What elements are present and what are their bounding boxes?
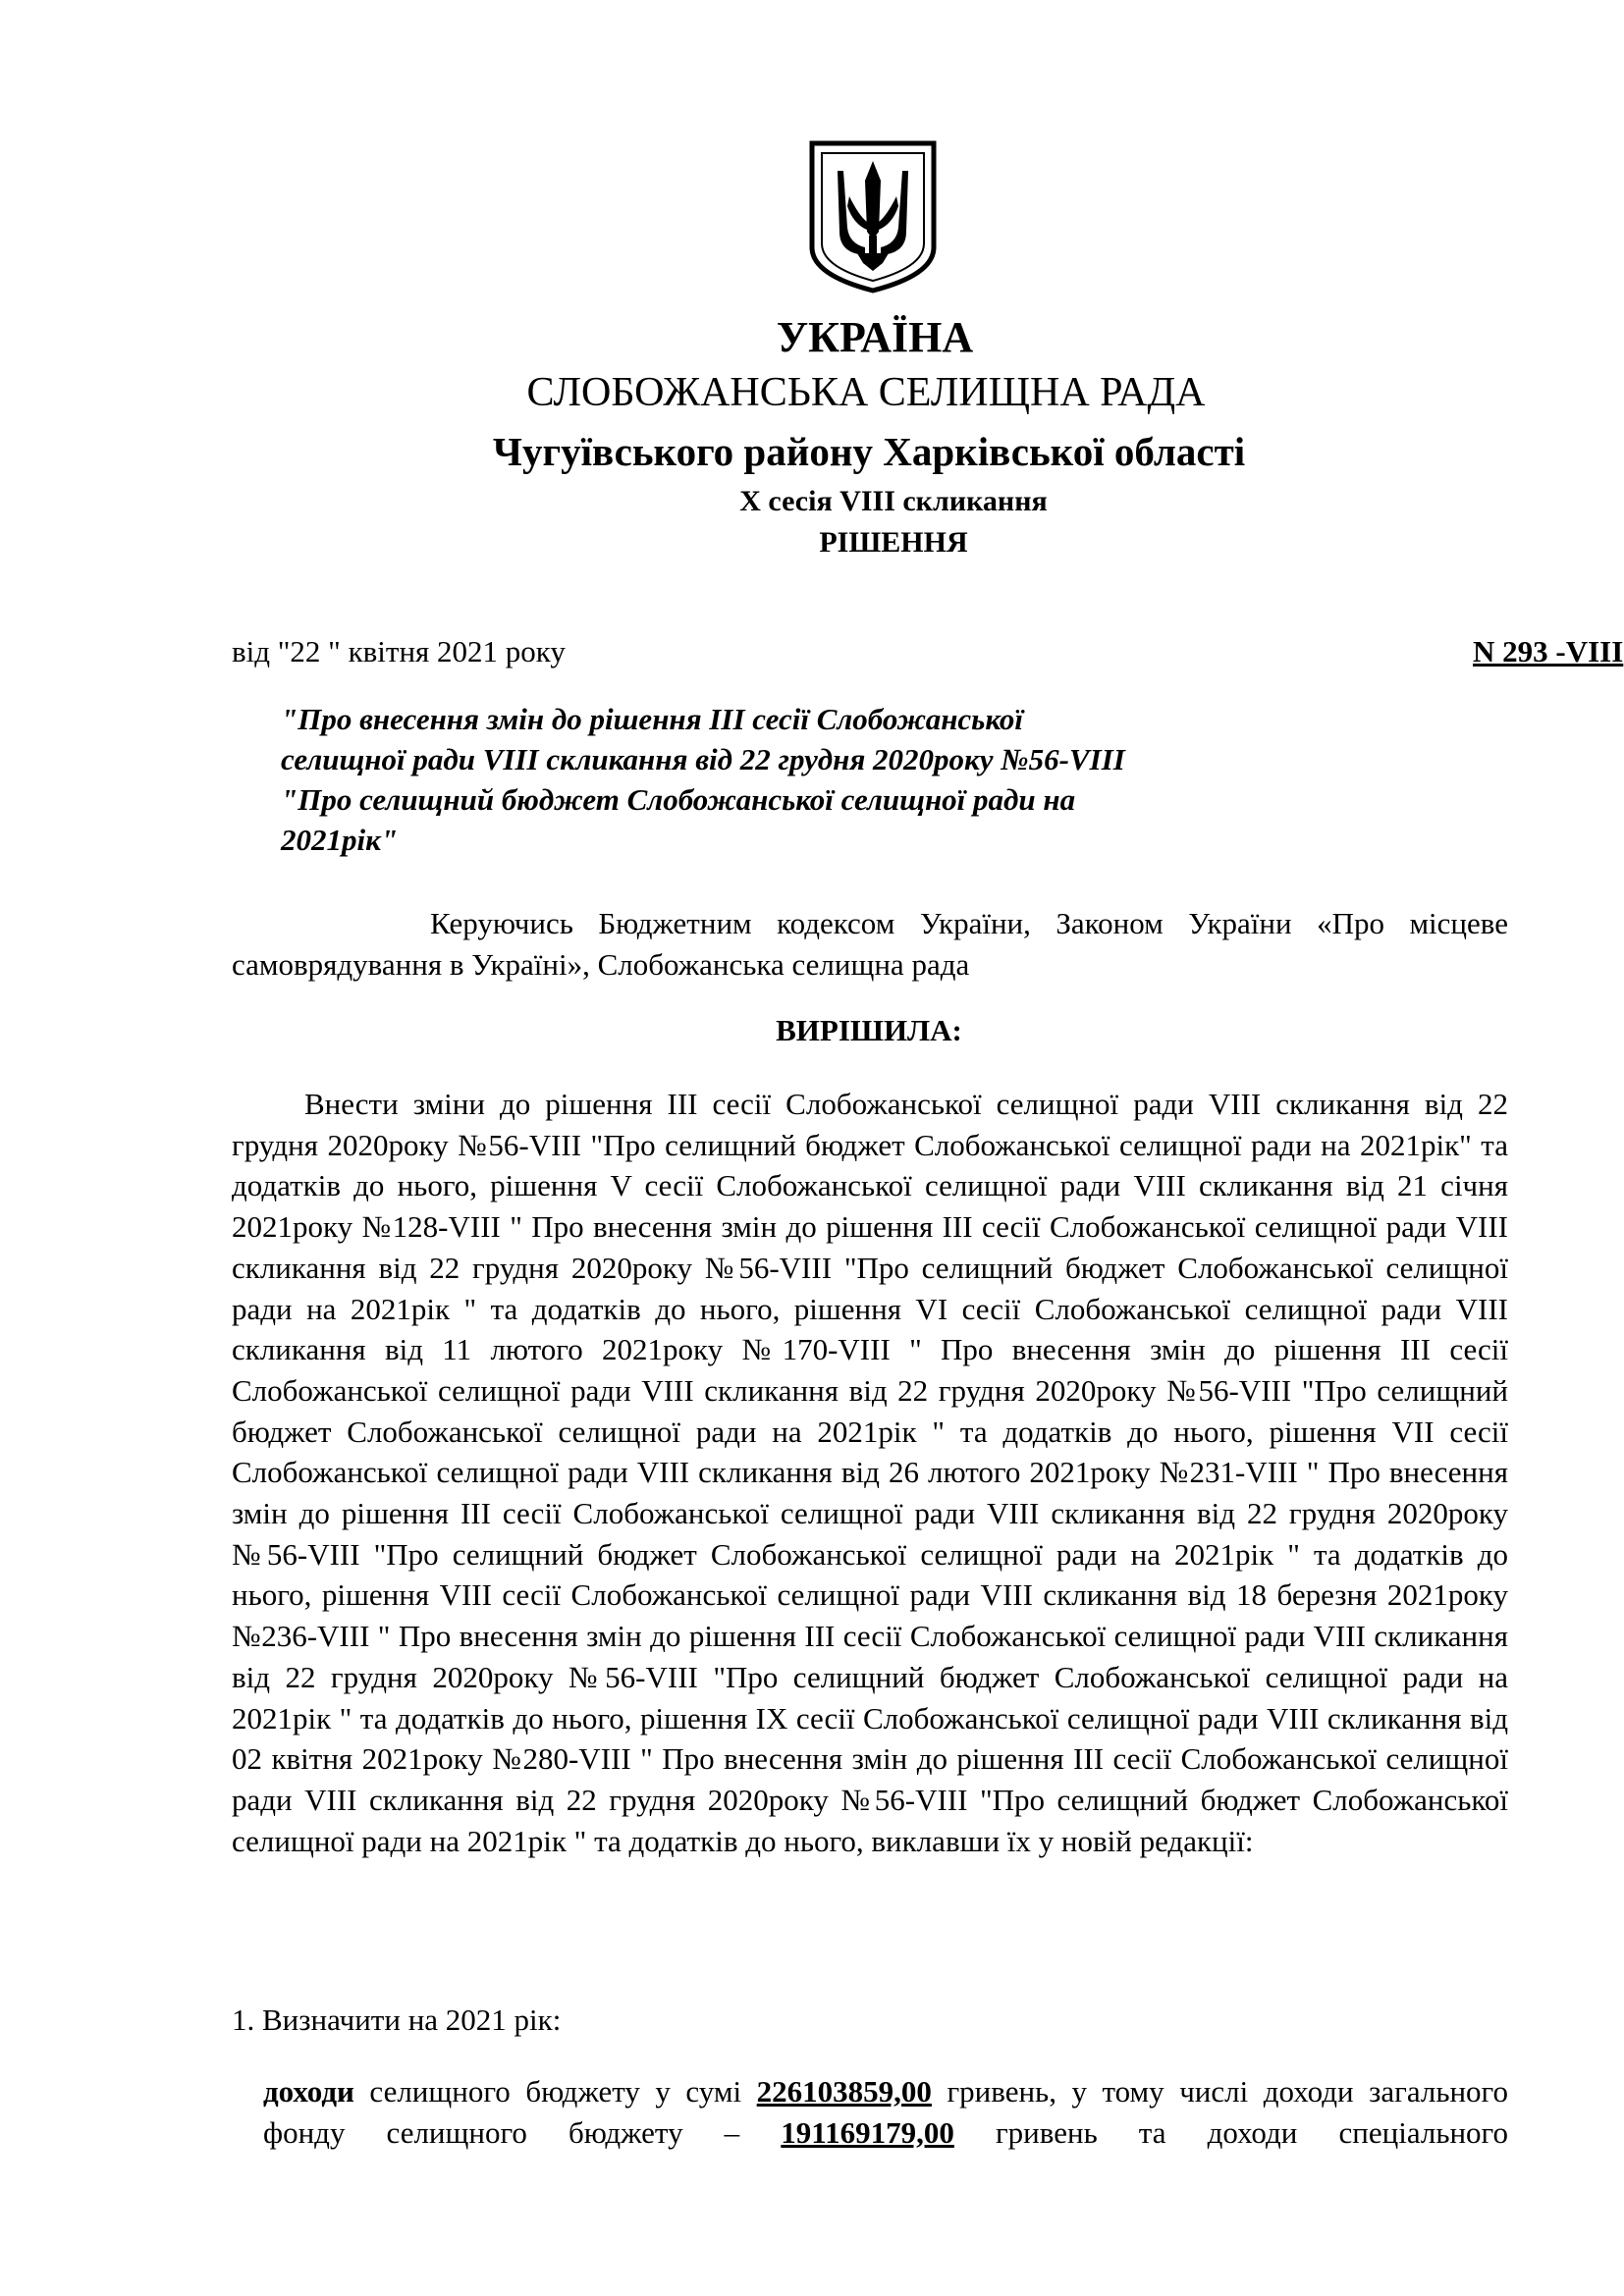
income-text-2: гривень, у тому числі доходи загального фонду селищного бюджету –	[263, 2074, 1508, 2150]
header-session: X сесія VIII скликання	[739, 485, 1048, 517]
income-text-3: гривень та доходи спеціального	[953, 2114, 1508, 2150]
resolved-heading: ВИРІШИЛА:	[776, 1013, 962, 1047]
changes-paragraph: Внести зміни до рішення ІІІ сесії Слобожанської селищної ради VIII скликання від 22 грудня 2020року №56-VIII "Про селищний бюджет Слобожанської селищної ради на 2021рік" та додатків до нього, рішення V сесії Слобожанської селищної ради VIII скликання від 21 січня 2021року №128-VIII " Про внесення змін до рішення ІІІ сесії Слобожанської селищної ради VIII скликання від 22 грудня 2020року №56-VIII "Про селищний бюджет Слобожанської селищної ради на 2021рік " та додатків до нього, рішення VI сесії Слобожанської селищної ради VIII скликання від 11 лютого 2021року №170-VIII " Про внесення змін до рішення ІІІ сесії Слобожанської селищної ради VIII скликання від 22 грудня 2020року №56-VIII "Про селищний бюджет Слобожанської селищної ради на 2021рік " та додатків до нього, рішення VII сесії Слобожанської селищної ради VIII скликання від 26 лютого 2021року №231-VIII " Про внесення змін до рішення ІІІ сесії Слобожанської селищної ради VIII скликання від 22 грудня 2020року №56-VIII "Про селищний бюджет Слобожанської селищної ради на 2021рік " та додатків до нього, рішення VIII сесії Слобожанської селищної ради VIII скликання від 18 березня 2021року №236-VIII " Про внесення змін до рішення ІІІ сесії Слобожанської селищної ради VIII скликання від 22 грудня 2020року №56-VIII "Про селищний бюджет Слобожанської селищної ради на 2021рік " та додатків до нього, рішення IX сесії Слобожанської селищної ради VIII скликання від 02 квітня 2021року №280-VIII " Про внесення змін до рішення ІІІ сесії Слобожанської селищної ради VIII скликання від 22 грудня 2020року №56-VIII "Про селищний бюджет Слобожанської селищної ради на 2021рік " та додатків до нього, виклавши їх у новій редакції:	[232, 1087, 1508, 1858]
income-general-fund-amount: 191169179,00	[781, 2114, 954, 2150]
header-decision: РІШЕННЯ	[819, 526, 968, 559]
income-label: доходи	[263, 2074, 354, 2109]
item-1-heading: 1. Визначити на 2021 рік:	[232, 2002, 562, 2037]
header-council: СЛОБОЖАНСЬКА СЕЛИЩНА РАДА	[526, 370, 1206, 415]
trident-icon	[804, 137, 942, 294]
income-total-amount: 226103859,00	[756, 2074, 932, 2109]
income-text-1: селищного бюджету у сумі	[353, 2074, 757, 2109]
header-country: УКРАЇНА	[776, 313, 974, 361]
decision-subject: "Про внесення змін до рішення ІІІ сесії Слобожанської селищної ради VIII скликання від 22 грудня 2020року №56-VIII "Про селищний бюджет Слобожанської селищної ради на 2021рік"	[281, 702, 1125, 857]
coat-of-arms-emblem	[804, 137, 942, 294]
header-district: Чугуївського району Харківської області	[492, 429, 1246, 474]
decision-number: N 293 -VIII	[1473, 634, 1624, 668]
income-paragraph	[263, 2071, 1508, 2153]
preamble-paragraph: Керуючись Бюджетним кодексом України, Законом України «Про місцеве самоврядування в Україні», Слобожанська селищна рада	[232, 906, 1508, 982]
decision-date: від "22 " квітня 2021 року	[232, 634, 566, 668]
